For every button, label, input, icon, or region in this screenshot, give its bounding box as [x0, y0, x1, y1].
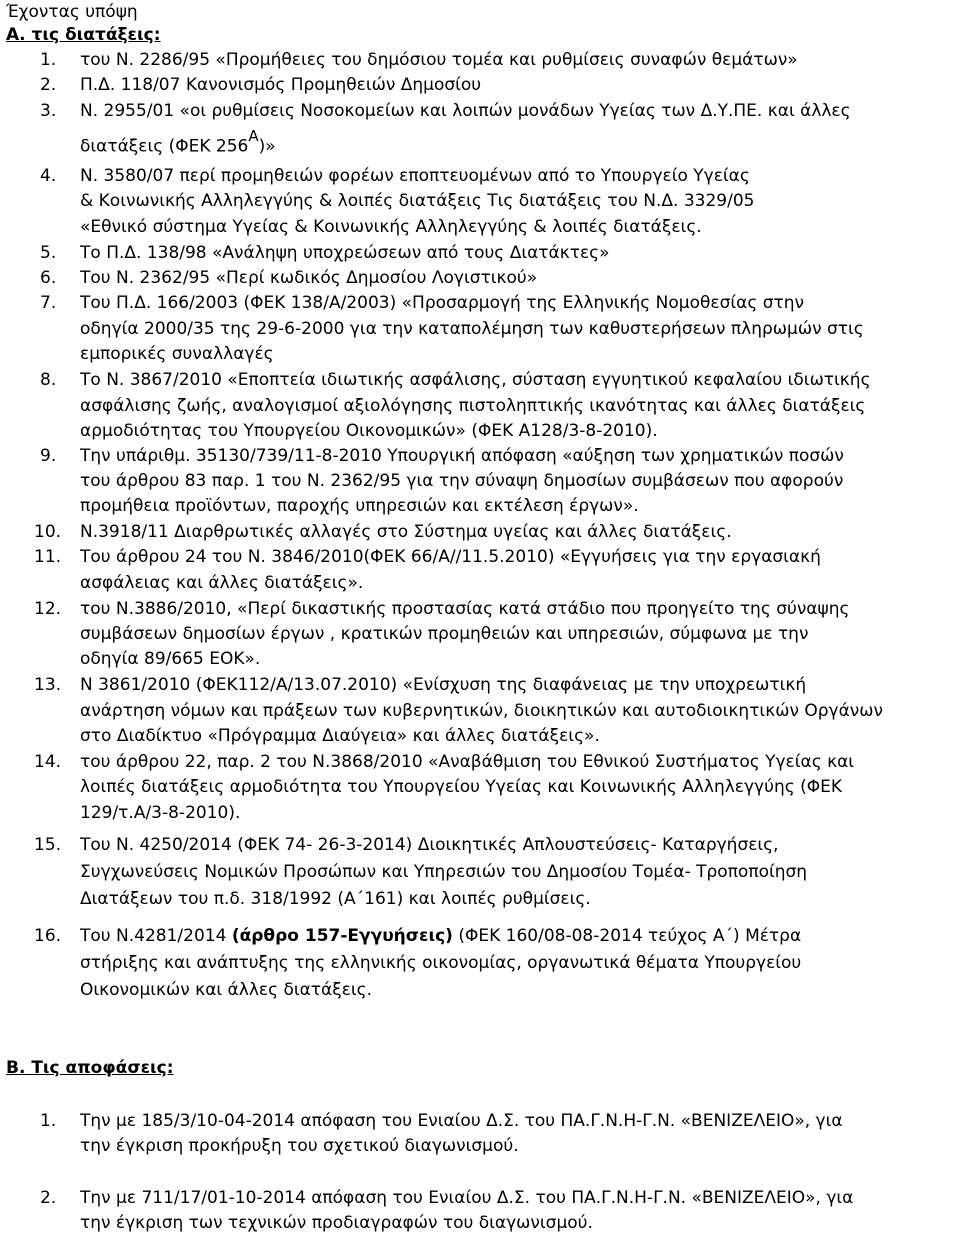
item-number: 1. [40, 1111, 57, 1131]
item-text: του Ν.3886/2010, «Περί δικαστικής προστασίας κατά στάδιο που προηγείτο της σύναψης [80, 599, 850, 619]
item-number: 11. [34, 547, 62, 567]
item-text: Το Ν. 3867/2010 «Εποπτεία ιδιωτικής ασφάλισης, σύσταση εγγυητικού κεφαλαίου ιδιωτικής [80, 370, 871, 390]
item-text: Του Ν. 4250/2014 (ΦΕΚ 74- 26-3-2014) Διοικητικές Απλουστεύσεις- Καταργήσεις, [80, 835, 779, 855]
item-number: 9. [40, 446, 57, 466]
item-text: Του άρθρου 24 του Ν. 3846/2010(ΦΕΚ 66/Α//11.5.2010) «Εγγυήσεις για την εργασιακή [80, 547, 821, 567]
item-text: οδηγία 2000/35 της 29-6-2000 για την καταπολέμηση των καθυστερήσεων πληρωμών στις [80, 319, 864, 339]
item-text: Του Ν.4281/2014 (άρθρο 157-Εγγυήσεις) (ΦΕΚ 160/08-08-2014 τεύχος Α΄) Μέτρα [80, 926, 802, 946]
section-b-heading: Β. Τις αποφάσεις: [6, 1058, 174, 1078]
item-number: 8. [40, 370, 57, 390]
item-text: λοιπές διατάξεις αρμοδιότητα του Υπουργείου Υγείας και Κοινωνικής Αλληλεγγύης (ΦΕΚ [80, 777, 843, 797]
item-number: 1. [40, 50, 57, 70]
item-number: 15. [34, 835, 62, 855]
item-text: ασφάλειας και άλλες διατάξεις». [80, 573, 364, 593]
item-text: Το Π.Δ. 138/98 «Ανάληψη υποχρεώσεων από τους Διατάκτες» [80, 243, 610, 263]
item-text: την έγκριση των τεχνικών προδιαγραφών του διαγωνισμού. [80, 1213, 593, 1233]
item-text: διατάξεις (ΦΕΚ $256^A$)» [80, 127, 276, 157]
item-number: 6. [40, 268, 57, 288]
item-text: Π.Δ. 118/07 Κανονισμός Προμηθειών Δημοσίου [80, 75, 482, 95]
item-number: 7. [40, 293, 57, 313]
item-text: προμήθεια προϊόντων, παροχής υπηρεσιών και εκτέλεση έργων». [80, 496, 639, 516]
item-number: 13. [34, 675, 62, 695]
item-text: στο Διαδίκτυο «Πρόγραμμα Διαύγεια» και άλλες διατάξεις». [80, 726, 600, 746]
intro-text: Έχοντας υπόψη [6, 2, 138, 22]
item-text: ανάρτηση νόμων και πράξεων των κυβερνητικών, διοικητικών και αυτοδιοικητικών Οργάνων [80, 701, 884, 721]
item-text: στήριξης και ανάπτυξης της ελληνικής οικονομίας, οργανωτικά θέματα Υπουργείου [80, 953, 802, 973]
item-number: 16. [34, 926, 62, 946]
item-text: Συγχωνεύσεις Νομικών Προσώπων και Υπηρεσιών του Δημοσίου Τομέα- Τροποποίηση [80, 862, 808, 882]
item-text: Ν. 2955/01 «οι ρυθμίσεις Νοσοκομείων και λοιπών μονάδων Υγείας των Δ.Υ.ΠΕ. και άλλες [80, 101, 851, 121]
item-number: 4. [40, 166, 57, 186]
item-text: την έγκριση προκήρυξη του σχετικού διαγωνισμού. [80, 1136, 519, 1156]
item-number: 14. [34, 752, 62, 772]
item-text: Την με 711/17/01-10-2014 απόφαση του Ενιαίου Δ.Σ. του ΠΑ.Γ.Ν.Η-Γ.Ν. «ΒΕΝΙΖΕΛΕΙΟ», για [80, 1188, 854, 1208]
item-text: «Εθνικό σύστημα Υγείας & Κοινωνικής Αλληλεγγύης & λοιπές διατάξεις. [80, 217, 702, 237]
item-number: 10. [34, 522, 62, 542]
bold-reference: (άρθρο 157-Εγγυήσεις) [231, 926, 453, 946]
item-text: 129/τ.Α/3-8-2010). [80, 803, 241, 823]
item-number: 5. [40, 243, 57, 263]
section-a-heading: Α. τις διατάξεις: [6, 25, 161, 45]
item-text: συμβάσεων δημοσίων έργων , κρατικών προμηθειών και υπηρεσιών, σύμφωνα με την [80, 624, 809, 644]
item-text: & Κοινωνικής Αλληλεγγύης & λοιπές διατάξεις Τις διατάξεις του Ν.Δ. 3329/05 [80, 191, 755, 211]
item-text: Ν. 3580/07 περί προμηθειών φορέων εποπτευομένων από το Υπουργείο Υγείας [80, 166, 750, 186]
item-text: ασφάλισης ζωής, αναλογισμοί αξιολόγησης πιστοληπτικής ικανότητας και άλλες διατάξεις [80, 396, 866, 416]
item-text: Του Π.Δ. 166/2003 (ΦΕΚ 138/Α/2003) «Προσαρμογή της Ελληνικής Νομοθεσίας στην [80, 293, 805, 313]
item-text: του άρθρου 83 παρ. 1 του Ν. 2362/95 για την σύναψη δημοσίων συμβάσεων που αφορούν [80, 471, 844, 491]
item-number: 2. [40, 75, 57, 95]
item-text: Οικονομικών και άλλες διατάξεις. [80, 980, 373, 1000]
item-text: Του Ν. 2362/95 «Περί κωδικός Δημοσίου Λογιστικού» [80, 268, 538, 288]
item-text: του Ν. 2286/95 «Προμήθειες του δημόσιου τομέα και ρυθμίσεις συναφών θεμάτων» [80, 50, 798, 70]
item-text: Την υπάριθμ. 35130/739/11-8-2010 Υπουργική απόφαση «αύξηση των χρηματικών ποσών [80, 446, 844, 466]
item-text: εμπορικές συναλλαγές [80, 344, 274, 364]
item-text: Την με 185/3/10-04-2014 απόφαση του Ενιαίου Δ.Σ. του ΠΑ.Γ.Ν.Η-Γ.Ν. «ΒΕΝΙΖΕΛΕΙΟ», για [80, 1111, 843, 1131]
item-text: Ν.3918/11 Διαρθρωτικές αλλαγές στο Σύστημα υγείας και άλλες διατάξεις. [80, 522, 732, 542]
item-text: του άρθρου 22, παρ. 2 του Ν.3868/2010 «Αναβάθμιση του Εθνικού Συστήματος Υγείας και [80, 752, 855, 772]
item-text: Ν 3861/2010 (ΦΕΚ112/Α/13.07.2010) «Ενίσχυση της διαφάνειας με την υποχρεωτική [80, 675, 807, 695]
item-text: Διατάξεων του π.δ. 318/1992 (Α΄161) και λοιπές ρυθμίσεις. [80, 889, 591, 909]
item-number: 12. [34, 599, 62, 619]
item-number: 3. [40, 101, 57, 121]
item-number: 2. [40, 1188, 57, 1208]
item-text: αρμοδιότητας του Υπουργείου Οικονομικών» (ΦΕΚ Α128/3-8-2010). [80, 421, 658, 441]
item-text: οδηγία 89/665 ΕΟΚ». [80, 649, 261, 669]
